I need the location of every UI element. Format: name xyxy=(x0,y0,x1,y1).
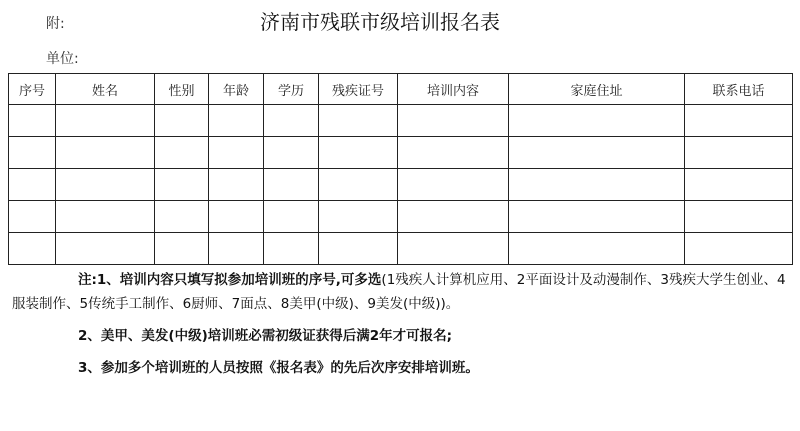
table-cell[interactable] xyxy=(509,201,685,233)
table-cell[interactable] xyxy=(509,233,685,265)
table-cell[interactable] xyxy=(398,105,509,137)
column-header: 联系电话 xyxy=(685,74,793,105)
table-cell[interactable] xyxy=(155,105,209,137)
table-cell[interactable] xyxy=(9,201,56,233)
table-cell[interactable] xyxy=(398,201,509,233)
table-cell[interactable] xyxy=(398,233,509,265)
column-header: 年龄 xyxy=(209,74,264,105)
note-2 xyxy=(12,324,792,348)
table-cell[interactable] xyxy=(685,137,793,169)
registration-table xyxy=(8,73,793,265)
table-row xyxy=(9,105,793,137)
table-cell[interactable] xyxy=(9,169,56,201)
table-cell[interactable] xyxy=(509,169,685,201)
table-cell[interactable] xyxy=(264,201,319,233)
table-cell[interactable] xyxy=(209,169,264,201)
table-cell[interactable] xyxy=(264,169,319,201)
table-body xyxy=(9,105,793,265)
table-row xyxy=(9,233,793,265)
column-header: 姓名 xyxy=(56,74,155,105)
table-cell[interactable] xyxy=(56,137,155,169)
note-2-text: 2、美甲、美发(中级)培训班必需初级证获得后满2年才可报名; xyxy=(78,328,453,344)
table-cell[interactable] xyxy=(319,201,398,233)
table-cell[interactable] xyxy=(319,169,398,201)
table-cell[interactable] xyxy=(398,169,509,201)
table-cell[interactable] xyxy=(685,201,793,233)
table-cell[interactable] xyxy=(56,169,155,201)
table-cell[interactable] xyxy=(509,137,685,169)
notes-section xyxy=(12,268,792,380)
note-1-options: (1残疾人计算机应用、2平面设计及动漫制作、3残疾大学生创业、4服装制作、5传统手工制作、6厨师、7面点、8美甲(中级)、9美发(中级))。 xyxy=(12,272,786,312)
table-cell[interactable] xyxy=(155,233,209,265)
note-1-heading: 注:1、培训内容只填写拟参加培训班的序号,可多选 xyxy=(78,272,382,288)
table-cell[interactable] xyxy=(264,233,319,265)
table-cell[interactable] xyxy=(209,201,264,233)
table-cell[interactable] xyxy=(155,137,209,169)
column-header: 残疾证号 xyxy=(319,74,398,105)
table-header-row xyxy=(9,74,793,105)
table-cell[interactable] xyxy=(56,201,155,233)
table-cell[interactable] xyxy=(509,105,685,137)
table-cell[interactable] xyxy=(9,137,56,169)
table-cell[interactable] xyxy=(685,233,793,265)
table-cell[interactable] xyxy=(9,105,56,137)
table-cell[interactable] xyxy=(209,105,264,137)
note-3-text: 3、参加多个培训班的人员按照《报名表》的先后次序安排培训班。 xyxy=(78,360,479,376)
table-cell[interactable] xyxy=(209,137,264,169)
column-header: 家庭住址 xyxy=(509,74,685,105)
column-header: 序号 xyxy=(9,74,56,105)
table-cell[interactable] xyxy=(319,105,398,137)
table-cell[interactable] xyxy=(319,137,398,169)
table-cell[interactable] xyxy=(398,137,509,169)
table-cell[interactable] xyxy=(155,169,209,201)
table-cell[interactable] xyxy=(264,137,319,169)
table-cell[interactable] xyxy=(56,105,155,137)
table-cell[interactable] xyxy=(155,201,209,233)
note-1 xyxy=(12,268,792,316)
table-cell[interactable] xyxy=(319,233,398,265)
unit-label: 单位: xyxy=(46,51,79,67)
table-cell[interactable] xyxy=(685,105,793,137)
table-cell[interactable] xyxy=(9,233,56,265)
table-row xyxy=(9,201,793,233)
table-row xyxy=(9,169,793,201)
note-3 xyxy=(12,356,792,380)
column-header: 性别 xyxy=(155,74,209,105)
table-cell[interactable] xyxy=(56,233,155,265)
table-row xyxy=(9,137,793,169)
page-title: 济南市残联市级培训报名表 xyxy=(260,10,500,34)
table-cell[interactable] xyxy=(209,233,264,265)
column-header: 培训内容 xyxy=(398,74,509,105)
table-cell[interactable] xyxy=(264,105,319,137)
table-cell[interactable] xyxy=(685,169,793,201)
column-header: 学历 xyxy=(264,74,319,105)
attachment-label: 附: xyxy=(46,16,65,32)
